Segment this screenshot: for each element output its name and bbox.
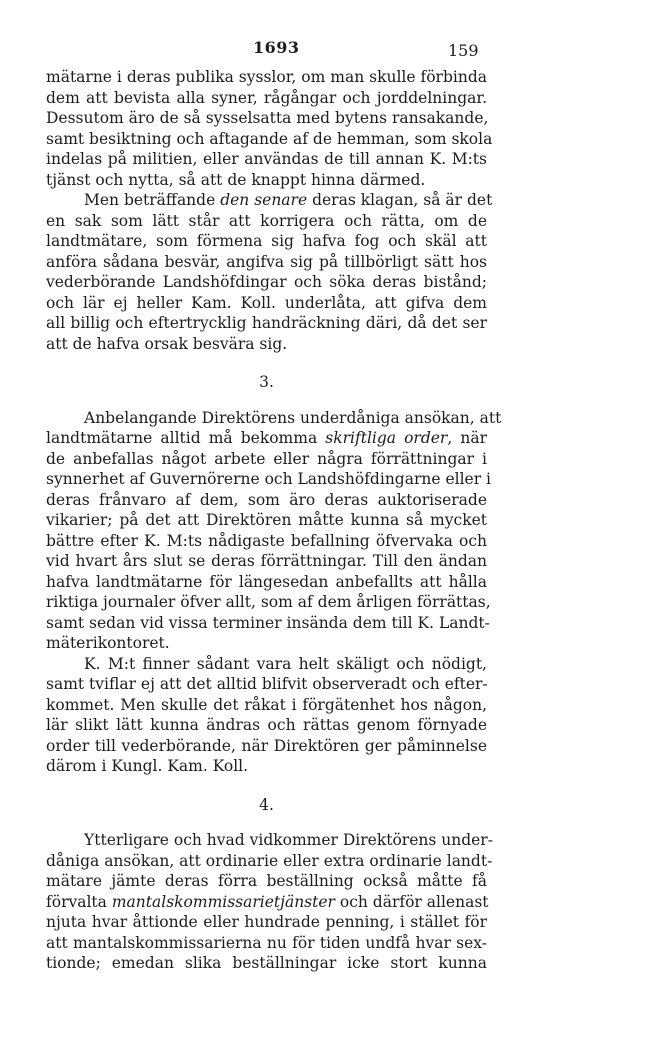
text-span: och därför allenast: [334, 892, 489, 911]
text-line: en sak som lätt står att korrigera och rätta, om de: [46, 211, 487, 230]
text-line: tionde; emedan slika beställningar icke stort kunna: [46, 954, 487, 972]
text-line: lär slikt lätt kunna ändras och rättas genom förnyade: [46, 716, 487, 734]
text-line: därom i Kungl. Kam. Koll.: [46, 757, 249, 775]
text-line: att mantalskommissarierna nu för tiden undfå hvar sex-: [46, 933, 487, 952]
text-line: vikarier; på det att Direktören måtte kunna så mycket: [46, 511, 487, 529]
text-line: mäterikontoret.: [46, 634, 170, 652]
text-line: samt besiktning och aftagande af de hemman, som skola: [46, 129, 493, 148]
section-number-4: 4.: [259, 795, 274, 814]
text-span: , när: [447, 429, 487, 447]
page-header: [0, 38, 672, 64]
text-line: tjänst och nytta, så att de knappt hinna därmed.: [46, 170, 426, 189]
text-line: deras frånvaro af dem, som äro deras auktoriserade: [46, 490, 487, 509]
paragraph-den-senare: [46, 190, 493, 354]
text-line: och lär ej heller Kam. Koll. underlåta, att gifva dem: [46, 293, 487, 312]
text-line: samt sedan vid vissa terminer insända dem till K. Landt-: [46, 613, 490, 632]
italic-term: skriftliga order: [325, 429, 448, 447]
italic-term: mantalskommissarietjänster: [111, 892, 335, 911]
paragraph-continuation: [46, 67, 493, 190]
text-line: riktiga journaler öfver allt, som af dem årligen förrättas,: [46, 593, 491, 611]
text-line: anföra sådana besvär, angifva sig på tillbörligt sätt hos: [46, 252, 487, 271]
paragraph-section4: [46, 830, 493, 974]
text-line: vid hvart års slut se deras förrättningar. Till den ändan: [46, 552, 487, 570]
text-span: landtmätarne alltid må bekomma: [46, 429, 326, 447]
text-line: att de hafva orsak besvära sig.: [46, 334, 288, 353]
text-line: Anbelangande Direktörens underdåniga ansökan, att: [84, 408, 502, 427]
page-number: 159: [448, 41, 479, 60]
text-span: Men beträffande: [84, 191, 221, 209]
text-line: landtmätare, som förmena sig hafva fog och skäl att: [46, 232, 487, 250]
text-line: samt tviflar ej att det alltid blifvit observeradt och efter-: [46, 675, 488, 693]
text-span: deras klagan, så är det: [307, 191, 493, 209]
text-line: de anbefallas något arbete eller några förrättningar i: [46, 449, 487, 468]
text-line: Ytterligare och hvad vidkommer Direktörens under-: [84, 831, 493, 849]
text-line: dåniga ansökan, att ordinarie eller extra ordinarie landt-: [46, 851, 493, 870]
text-line: kommet. Men skulle det råkat i förgätenhet hos någon,: [46, 695, 487, 714]
text-line: Dessutom äro de så sysselsatta med bytens ransakande,: [46, 109, 489, 127]
text-line: mätare jämte deras förra beställning också måtte få: [46, 872, 487, 890]
text-line: bättre efter K. M:ts nådigaste befallning öfvervaka och: [46, 531, 487, 550]
text-line: dem att bevista alla syner, rågångar och jorddelningar.: [46, 88, 487, 107]
text-line: vederbörande Landshöfdingar och söka deras bistånd;: [46, 273, 487, 291]
text-span: förvalta: [46, 892, 112, 911]
text-line: [46, 428, 487, 449]
text-line: indelas på militien, eller användas de till annan K. M:ts: [46, 150, 487, 168]
text-line: [46, 190, 493, 211]
text-line: all billig och eftertrycklig handräckning däri, då det ser: [46, 314, 487, 332]
text-line: mätarne i deras publika sysslor, om man skulle förbinda: [46, 68, 487, 86]
text-line: njuta hvar åttionde eller hundrade penning, i stället för: [46, 913, 487, 931]
text-line: hafva landtmätarne för längesedan anbefallts att hålla: [46, 572, 487, 591]
section-number-3: 3.: [259, 373, 274, 391]
text-line: order till vederbörande, när Direktören ger påminnelse: [46, 736, 487, 755]
year-heading: 1693: [253, 38, 300, 57]
paragraph-section3-response: [46, 654, 487, 777]
body-text: [46, 67, 502, 974]
italic-term: den senare: [220, 191, 308, 209]
text-line: K. M:t finner sådant vara helt skäligt och nödigt,: [84, 654, 487, 673]
text-line: [46, 892, 487, 913]
text-line: synnerhet af Guvernörerne och Landshöfdingarne eller i: [46, 470, 492, 488]
paragraph-section3-request: [46, 408, 502, 654]
